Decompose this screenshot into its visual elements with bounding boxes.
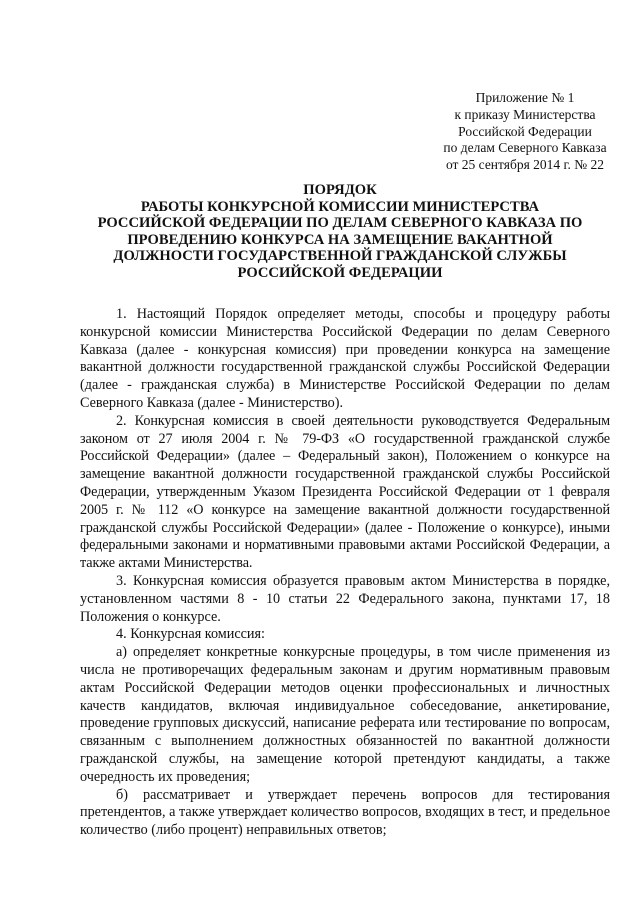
title-line: РОССИЙСКОЙ ФЕДЕРАЦИИ ПО ДЕЛАМ СЕВЕРНОГО КАВКАЗА ПО: [97, 215, 583, 232]
paragraph-4a: а) определяет конкретные конкурсные процедуры, в том числе применения из числа не противоречащих федеральным законам и другим нормативным правовым актам Российской Федерации методов оценки профессиональных и личностных качеств кандидатов, включая индивидуальное собеседование, анкетирование, проведение групповых дискуссий, написание реферата или тестирование по вопросам, связанным с выполнением должностных обязанностей по вакантной должности гражданской службы, на замещение которой претендуют кандидаты, а также очередность их проведения;: [80, 644, 610, 785]
paragraph-2: 2. Конкурсная комиссия в своей деятельности руководствуется Федеральным законом от 27 июля 2004 г. № 79-ФЗ «О государственной гражданской службе Российской Федерации» (далее – Федеральный закон), Положением о конкурсе на замещение вакантной должности государственной гражданской службы Российской Федерации, утвержденным Указом Президента Российской Федерации от 1 февраля 2005 г. № 112 «О конкурсе на замещение вакантной должности государственной гражданской службы Российской Федерации» (далее - Положение о конкурсе), иными федеральными законами и нормативными правовыми актами Российской Федерации, а также актами Министерства.: [80, 412, 610, 572]
title-line: ПОРЯДОК: [303, 182, 377, 198]
appendix-line: Российской Федерации: [458, 123, 592, 139]
title-line: РАБОТЫ КОНКУРСНОЙ КОМИССИИ МИНИСТЕРСТВА: [140, 198, 540, 215]
paragraph-3: 3. Конкурсная комиссия образуется правовым актом Министерства в порядке, установленном частями 8 - 10 статьи 22 Федерального закона, пунктами 17, 18 Положения о конкурсе.: [80, 572, 610, 625]
appendix-line: по делам Северного Кавказа: [443, 140, 607, 156]
appendix-line: от 25 сентября 2014 г. № 22: [445, 157, 605, 173]
title-line: ДОЛЖНОСТИ ГОСУДАРСТВЕННОЙ ГРАЖДАНСКОЙ СЛУЖБЫ: [113, 248, 567, 265]
document-title: [80, 182, 600, 282]
appendix-line: Приложение № 1: [475, 90, 575, 105]
paragraph-1: 1. Настоящий Порядок определяет методы, способы и процедуру работы конкурсной комиссии Министерства Российской Федерации по делам Северного Кавказа (далее - конкурсная комиссия) при проведении конкурса на замещение вакантной должности государственной гражданской службы Российской Федерации (далее - гражданская служба) в Министерстве Российской Федерации по делам Северного Кавказа (далее - Министерство).: [80, 306, 610, 411]
appendix-header: [420, 90, 630, 174]
paragraph-4: 4. Конкурсная комиссия:: [116, 626, 265, 643]
title-line: ПРОВЕДЕНИЮ КОНКУРСА НА ЗАМЕЩЕНИЕ ВАКАНТНОЙ: [127, 231, 553, 248]
appendix-line: к приказу Министерства: [454, 106, 596, 122]
title-line: РОССИЙСКОЙ ФЕДЕРАЦИИ: [237, 264, 443, 281]
document-body: [80, 306, 610, 840]
paragraph-4b: б) рассматривает и утверждает перечень вопросов для тестирования претендентов, а также утверждает количество вопросов, входящих в тест, и предельное количество (либо процент) неправильных ответов;: [80, 786, 610, 839]
